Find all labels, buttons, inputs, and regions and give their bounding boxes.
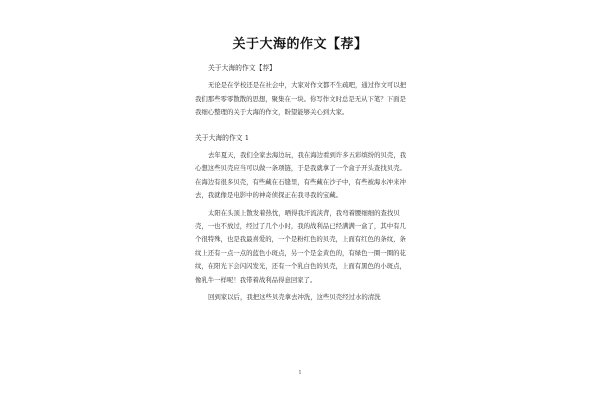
page-number: 1 xyxy=(298,370,302,376)
body-paragraph: 太阳在头顶上散发着热忱，晒得我汗流浃背，我弯着腰细细的查找贝壳，一也不放过，经过了几个小时，我的战利品已经满满一盒了，其中有几个很特殊，也是我最喜爱的，一个是粉红色的贝壳，上面有红色的条纹，条纹上还有一点一点的蓝色小斑点，另一个是金黄色的，有绿色一圈一圈的花纹，在阳光下会闪闪发光，还有一个乳白色的贝壳，上面有黑色的小斑点，像乳牛一样呢！我带着战利品得意回家了。 xyxy=(195,208,406,284)
body-paragraph: 去年夏天，我们全家去海边玩，我在海边看到许多五彩缤纷的贝壳，我心想这些贝壳应当可以做一条项链，于是我就拿了一个盒子开头查找贝壳。在海边有很多贝壳，有些藏在石缝里，有些藏在沙子中，有些被海水冲来冲去，我就像是电影中的神奇侦探正在我寻我的宝藏。 xyxy=(195,151,407,200)
document-body xyxy=(195,62,407,305)
body-paragraph: 回到家以后，我把这些贝壳拿去冲洗，这些贝壳经过水的清洗 xyxy=(208,293,381,302)
spacer xyxy=(195,120,407,132)
intro-paragraph: 无论是在学校还是在社会中，大家对作文都不生疏吧，通过作文可以把我们那些零零散散的思想，聚集在一块。你写作文时总是无从下笔？下面是我细心整理的关于大海的作文，盼望能够关心到大家。 xyxy=(195,81,407,117)
document-title: 关于大海的作文【荐】 xyxy=(232,37,368,52)
essay-heading: 关于大海的作文 1 xyxy=(195,133,250,142)
document-subtitle: 关于大海的作文【荐】 xyxy=(208,64,276,72)
